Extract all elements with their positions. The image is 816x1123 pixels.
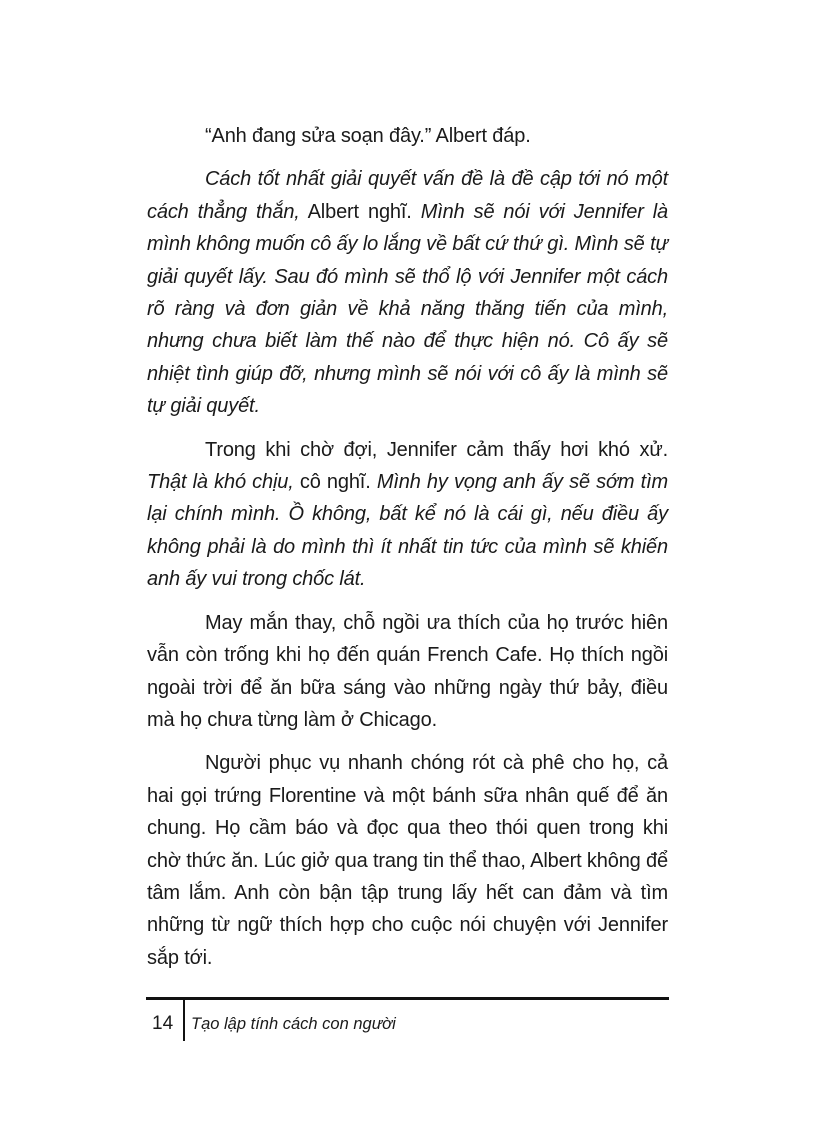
italic-thought: Mình sẽ nói với Jennifer là mình không muốn cô ấy lo lắng về bất cứ thứ gì. Mình sẽ tự giải quyết lấy. Sau đó mình sẽ thổ lộ với Jennifer một cách rõ ràng và đơn giản về khả năng thăng tiến của mình, nhưng chưa biết làm thế nào để thực hiện nó. Cô ấy sẽ nhiệt tình giúp đỡ, nhưng mình sẽ nói với cô ấy là mình sẽ tự giải quyết. — [147, 200, 668, 418]
italic-thought: Cách tốt nhất giải quyết vấn đề là đề cập tới nó một cách thẳng thắn, — [147, 168, 668, 223]
text-segment: Albert nghĩ. — [299, 200, 421, 223]
italic-thought: Thật là khó chịu, — [147, 471, 294, 494]
text-segment: cô nghĩ. — [293, 471, 377, 494]
book-title: Tạo lập tính cách con người — [191, 1015, 396, 1033]
text-segment: Trong khi chờ đợi, Jennifer cảm thấy hơi khó xử. — [205, 438, 668, 461]
paragraph-3 — [147, 434, 668, 596]
italic-thought: Mình hy vọng anh ấy sẽ sớm tìm lại chính mình. Ồ không, bất kể nó là cái gì, nếu điều ấy không phải là do mình thì ít nhất tin tức của mình sẽ khiến anh ấy vui trong chốc lát. — [147, 471, 668, 591]
paragraph-4 — [147, 607, 668, 737]
paragraph-1 — [147, 120, 668, 152]
text-segment: May mắn thay, chỗ ngồi ưa thích của họ trước hiên vẫn còn trống khi họ đến quán French Cafe. Họ thích ngồi ngoài trời để ăn bữa sáng vào những ngày thứ bảy, điều mà họ chưa từng làm ở Chicago. — [147, 611, 668, 731]
paragraph-2 — [147, 163, 668, 422]
page-number: 14 — [152, 1013, 174, 1034]
footer-rule — [146, 997, 669, 1000]
text-segment: “Anh đang sửa soạn đây.” Albert đáp. — [205, 125, 531, 147]
paragraph-5 — [147, 747, 668, 974]
footer-divider — [183, 1000, 185, 1041]
body-text — [147, 120, 668, 985]
text-segment: Người phục vụ nhanh chóng rót cà phê cho họ, cả hai gọi trứng Florentine và một bánh sữa nhân quế để ăn chung. Họ cầm báo và đọc qua theo thói quen trong khi chờ thức ăn. Lúc giở qua trang tin thể thao, Albert không để tâm lắm. Anh còn bận tập trung lấy hết can đảm và tìm những từ ngữ thích hợp cho cuộc nói chuyện với Jennifer sắp tới. — [147, 752, 668, 969]
